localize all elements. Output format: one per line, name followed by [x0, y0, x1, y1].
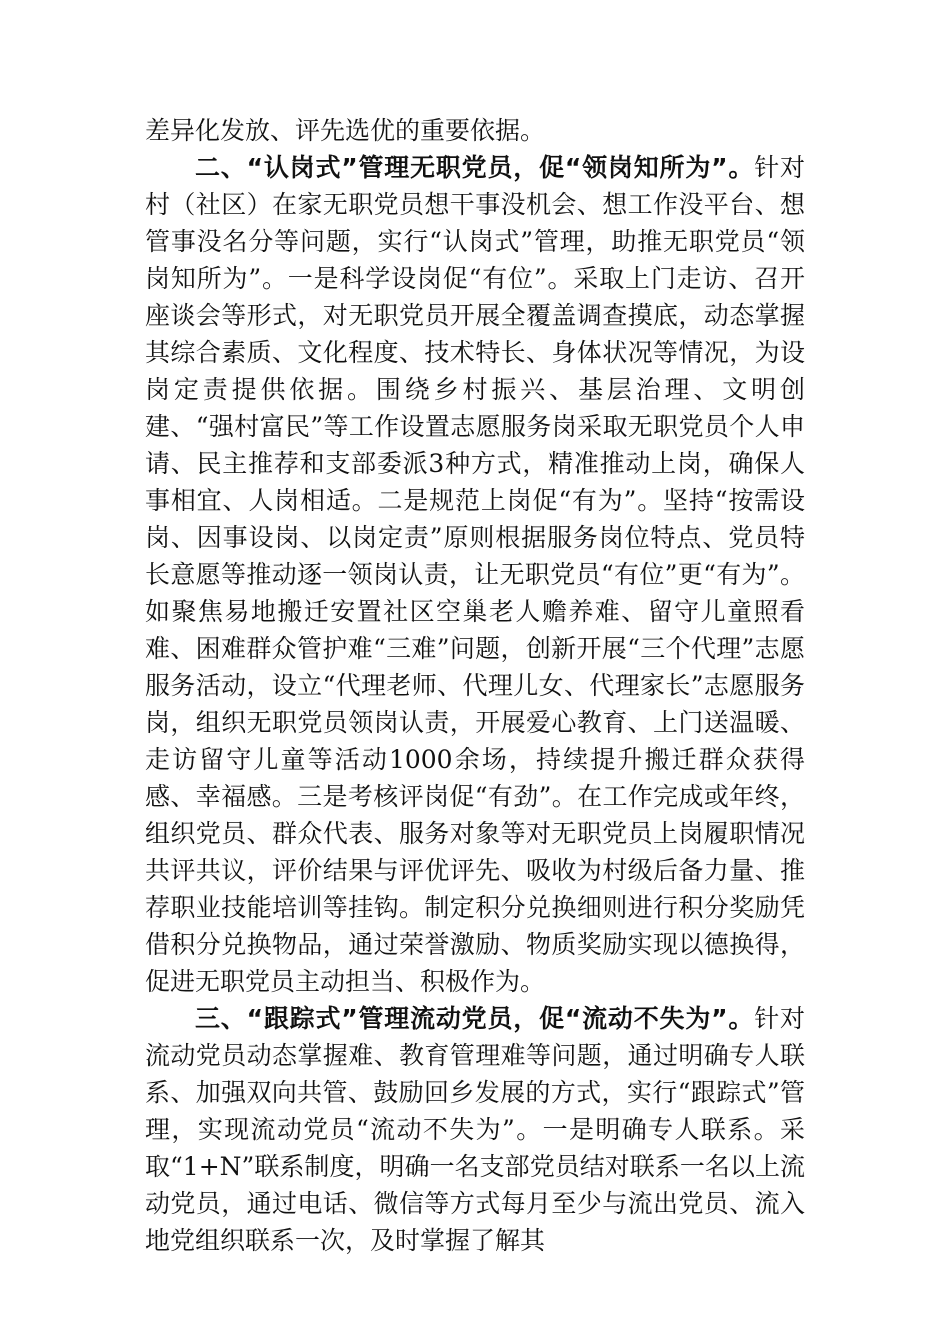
paragraph-text: 差异化发放、评先选优的重要依据。: [145, 116, 546, 145]
section-heading-three: 三、“跟踪式”管理流动党员，促“流动不失为”。: [195, 1004, 755, 1033]
paragraph-section-three: [145, 1000, 805, 1259]
paragraph-continuation: [145, 112, 805, 149]
paragraph-text: 针对流动党员动态掌握难、教育管理难等问题，通过明确专人联系、加强双向共管、鼓励回乡发展的方式，实行“跟踪式”管理，实现流动党员“流动不失为”。一是明确专人联系。采取“1+N”联系制度，明确一名支部党员结对联系一名以上流动党员，通过电话、微信等方式每月至少与流出党员、流入地党组织联系一次，及时掌握了解其: [145, 1004, 805, 1255]
document-body: [145, 112, 805, 1259]
paragraph-text: 针对村（社区）在家无职党员想干事没机会、想工作没平台、想管事没名分等问题，实行“认岗式”管理，助推无职党员“领岗知所为”。一是科学设岗促“有位”。采取上门走访、召开座谈会等形式，对无职党员开展全覆盖调查摸底，动态掌握其综合素质、文化程度、技术特长、身体状况等情况，为设岗定责提供依据。围绕乡村振兴、基层治理、文明创建、“强村富民”等工作设置志愿服务岗采取无职党员个人申请、民主推荐和支部委派3种方式，精准推动上岗，确保人事相宜、人岗相适。二是规范上岗促“有为”。坚持“按需设岗、因事设岗、以岗定责”原则根据服务岗位特点、党员特长意愿等推动逐一领岗认责，让无职党员“有位”更“有为”。如聚焦易地搬迁安置社区空巢老人赡养难、留守儿童照看难、困难群众管护难“三难”问题，创新开展“三个代理”志愿服务活动，设立“代理老师、代理儿女、代理家长”志愿服务岗，组织无职党员领岗认责，开展爱心教育、上门送温暖、走访留守儿童等活动1000余场，持续提升搬迁群众获得感、幸福感。三是考核评岗促“有劲”。在工作完成或年终，组织党员、群众代表、服务对象等对无职党员上岗履职情况共评共议，评价结果与评优评先、吸收为村级后备力量、推荐职业技能培训等挂钩。制定积分兑换细则进行积分奖励凭借积分兑换物品，通过荣誉激励、物质奖励实现以德换得，促进无职党员主动担当、积极作为。: [145, 153, 805, 996]
paragraph-section-two: [145, 149, 805, 1000]
section-heading-two: 二、“认岗式”管理无职党员，促“领岗知所为”。: [195, 153, 755, 182]
